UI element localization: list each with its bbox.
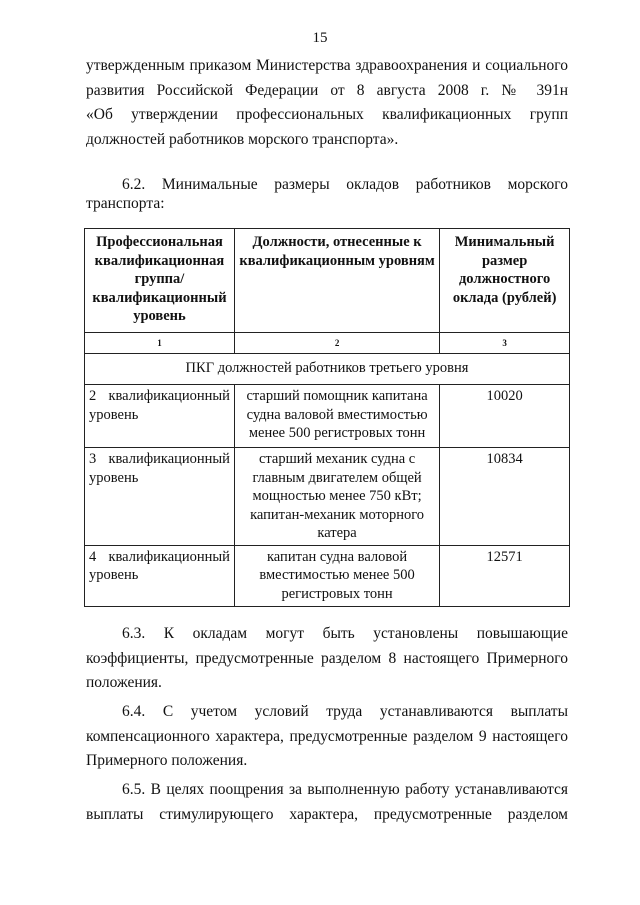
column-number: 2 (234, 332, 439, 354)
table-row (85, 385, 570, 448)
section-6-5-paragraph (86, 778, 568, 827)
level-word: квалификационный (108, 388, 230, 404)
section-6-4-line: Примерного положения. (86, 752, 248, 769)
positions-cell: старший механик судна с главным двигателем общей мощностью менее 750 кВт; капитан-механик моторного катера (234, 448, 439, 546)
level-number: 4 (89, 548, 97, 565)
section-6-4-paragraph (86, 700, 568, 774)
section-6-3-paragraph (86, 622, 568, 696)
table-row (85, 545, 570, 606)
group-title-row (85, 354, 570, 385)
header-min-salary: Минимальный размер должностного оклада (рублей) (440, 229, 570, 333)
level-word: квалификационный (108, 548, 230, 565)
level-cell (85, 545, 235, 606)
level-rest: уровень (89, 567, 139, 583)
intro-line: утвержденным приказом Министерства здравоохранения и социального (86, 57, 568, 74)
intro-line: должностей работников морского транспорта». (86, 130, 399, 148)
table-row (85, 448, 570, 546)
level-cell (85, 448, 235, 546)
salary-table (84, 228, 570, 607)
column-number: 1 (85, 332, 235, 354)
positions-cell: старший помощник капитана судна валовой вместимостью менее 500 регистровых тонн (234, 385, 439, 448)
salary-cell: 10834 (440, 448, 570, 546)
section-6-3-line: положения. (86, 674, 162, 691)
table-header-row (85, 229, 570, 333)
level-rest: уровень (89, 406, 139, 423)
header-positions: Должности, отнесенные к квалификационным уровням (234, 229, 439, 333)
section-6-2-line: транспорта: (86, 195, 165, 212)
group-title: ПКГ должностей работников третьего уровня (85, 354, 570, 385)
section-6-4-line: 6.4. С учетом условий труда устанавливаются выплаты (122, 703, 568, 720)
level-cell (85, 385, 235, 448)
section-6-3-line: 6.3. К окладам могут быть установлены повышающие (122, 625, 568, 642)
section-6-2-line: 6.2. Минимальные размеры окладов работников морского (122, 176, 568, 193)
section-6-5-line: выплаты стимулирующего характера, предусмотренные разделом (86, 805, 568, 823)
section-6-4-line: компенсационного характера, предусмотренные разделом 9 настоящего (86, 727, 568, 745)
column-number-row (85, 332, 570, 354)
intro-line: развития Российской Федерации от 8 августа 2008 г. № 391н (86, 81, 568, 99)
intro-line: «Об утверждении профессиональных квалификационных групп (86, 106, 568, 123)
section-6-3-line: коэффициенты, предусмотренные разделом 8 настоящего Примерного (86, 649, 568, 667)
page-number: 15 (312, 30, 328, 46)
section-6-5-line: 6.5. В целях поощрения за выполненную работу устанавливаются (122, 781, 568, 798)
section-6-2-paragraph (86, 175, 568, 213)
level-number: 2 (89, 388, 97, 404)
salary-cell: 10020 (440, 385, 570, 448)
salary-cell: 12571 (440, 545, 570, 606)
positions-cell: капитан судна валовой вместимостью менее 500 регистровых тонн (234, 545, 439, 606)
column-number: 3 (440, 332, 570, 354)
intro-paragraph (86, 54, 568, 152)
level-number: 3 (89, 451, 97, 467)
header-qualification-group: Профессиональная квалификационная группа/ квалификационный уровень (85, 229, 235, 333)
level-word: квалификационный (108, 451, 230, 467)
level-rest: уровень (89, 469, 139, 486)
